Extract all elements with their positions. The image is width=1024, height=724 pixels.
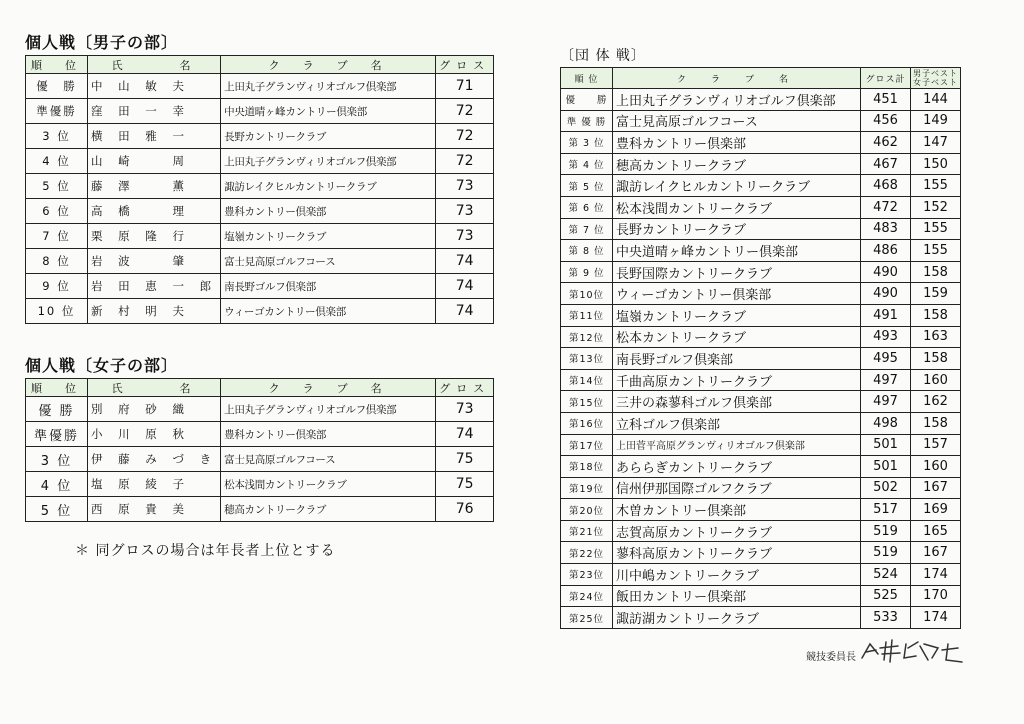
gross-cell: 72 <box>436 149 494 174</box>
best-score-cell: 152 <box>911 196 961 218</box>
table-row <box>561 175 961 197</box>
gross-cell: 73 <box>436 397 494 422</box>
club-cell: 松本浅間カントリークラブ <box>221 472 436 497</box>
gross-total-cell: 533 <box>861 607 911 629</box>
gross-cell: 76 <box>436 497 494 522</box>
rank-cell: 第 9 位 <box>561 261 613 283</box>
header-gross-total: グロス計 <box>861 68 911 89</box>
player-name-cell: 中 山 敏 夫 <box>88 74 221 99</box>
rank-cell: 第 3 位 <box>561 132 613 154</box>
table-row <box>561 607 961 629</box>
team-table <box>560 67 961 629</box>
best-score-cell: 159 <box>911 283 961 305</box>
best-score-cell: 155 <box>911 175 961 197</box>
table-row <box>26 422 494 447</box>
gross-cell: 73 <box>436 174 494 199</box>
table-row <box>26 74 494 99</box>
rank-cell: 第10位 <box>561 283 613 305</box>
gross-total-cell: 501 <box>861 456 911 478</box>
gross-total-cell: 525 <box>861 585 911 607</box>
table-row <box>561 110 961 132</box>
gross-total-cell: 456 <box>861 110 911 132</box>
rank-cell: 7 位 <box>26 224 88 249</box>
table-row <box>26 174 494 199</box>
player-name-cell: 伊 藤 み づ き <box>88 447 221 472</box>
table-row <box>561 412 961 434</box>
club-cell: 上田丸子グランヴィリオゴルフ倶楽部 <box>221 149 436 174</box>
table-row <box>561 477 961 499</box>
tie-rule-note: ＊ 同グロスの場合は年長者上位とする <box>75 543 336 559</box>
header-club: ク ラ ブ 名 <box>221 379 436 397</box>
club-cell: 松本カントリークラブ <box>613 326 861 348</box>
club-cell: ウィーゴカントリー倶楽部 <box>613 283 861 305</box>
best-score-cell: 169 <box>911 499 961 521</box>
club-cell: 立科ゴルフ倶楽部 <box>613 412 861 434</box>
rank-cell: 5 位 <box>26 497 88 522</box>
header-name: 氏 名 <box>88 379 221 397</box>
gross-total-cell: 451 <box>861 89 911 111</box>
table-row <box>561 218 961 240</box>
women-table <box>25 378 494 522</box>
club-cell: 南長野ゴルフ倶楽部 <box>613 348 861 370</box>
best-score-cell: 158 <box>911 412 961 434</box>
rank-cell: 準優勝 <box>26 422 88 447</box>
gross-total-cell: 498 <box>861 412 911 434</box>
club-cell: 穂高カントリークラブ <box>613 153 861 175</box>
table-row <box>561 391 961 413</box>
club-cell: 松本浅間カントリークラブ <box>613 196 861 218</box>
gross-cell: 74 <box>436 299 494 324</box>
table-row <box>561 520 961 542</box>
rank-cell: 第13位 <box>561 348 613 370</box>
rank-cell: 第21位 <box>561 520 613 542</box>
best-score-cell: 150 <box>911 153 961 175</box>
rank-cell: 3 位 <box>26 124 88 149</box>
gross-total-cell: 462 <box>861 132 911 154</box>
gross-cell: 73 <box>436 199 494 224</box>
gross-total-cell: 519 <box>861 542 911 564</box>
rank-cell: 第25位 <box>561 607 613 629</box>
rank-cell: 第 8 位 <box>561 240 613 262</box>
club-cell: 信州伊那国際ゴルフクラブ <box>613 477 861 499</box>
rank-cell: 第17位 <box>561 434 613 456</box>
gross-total-cell: 519 <box>861 520 911 542</box>
club-cell: ウィーゴカントリー倶楽部 <box>221 299 436 324</box>
gross-total-cell: 491 <box>861 304 911 326</box>
header-club: ク ラ ブ 名 <box>613 68 861 89</box>
gross-total-cell: 517 <box>861 499 911 521</box>
rank-cell: 第19位 <box>561 477 613 499</box>
club-cell: 豊科カントリー倶楽部 <box>221 199 436 224</box>
table-row <box>26 397 494 422</box>
table-row <box>561 240 961 262</box>
table-row <box>26 447 494 472</box>
best-score-cell: 165 <box>911 520 961 542</box>
player-name-cell: 栗 原 隆 行 <box>88 224 221 249</box>
signature <box>858 636 968 666</box>
best-score-cell: 174 <box>911 607 961 629</box>
club-cell: 中央道晴ヶ峰カントリー倶楽部 <box>221 99 436 124</box>
table-row <box>561 348 961 370</box>
best-score-cell: 167 <box>911 477 961 499</box>
club-cell: 木曽カントリー倶楽部 <box>613 499 861 521</box>
player-name-cell: 藤 澤 薫 <box>88 174 221 199</box>
header-name: 氏 名 <box>88 56 221 74</box>
club-cell: 富士見高原ゴルフコース <box>221 249 436 274</box>
rank-cell: 第11位 <box>561 304 613 326</box>
rank-cell: 第 4 位 <box>561 153 613 175</box>
rank-cell: 第 7 位 <box>561 218 613 240</box>
club-cell: 三井の森蓼科ゴルフ倶楽部 <box>613 391 861 413</box>
club-cell: 上田丸子グランヴィリオゴルフ倶楽部 <box>221 74 436 99</box>
rank-cell: 6 位 <box>26 199 88 224</box>
rank-cell: 第22位 <box>561 542 613 564</box>
club-cell: 塩嶺カントリークラブ <box>221 224 436 249</box>
player-name-cell: 西 原 貴 美 <box>88 497 221 522</box>
header-best-women: 女子ベスト <box>913 78 958 87</box>
gross-cell: 74 <box>436 422 494 447</box>
rank-cell: 5 位 <box>26 174 88 199</box>
club-cell: 上田丸子グランヴィリオゴルフ倶楽部 <box>613 89 861 111</box>
rank-cell: 第14位 <box>561 369 613 391</box>
club-cell: 千曲高原カントリークラブ <box>613 369 861 391</box>
best-score-cell: 162 <box>911 391 961 413</box>
player-name-cell: 別 府 砂 織 <box>88 397 221 422</box>
player-name-cell: 横 田 雅 一 <box>88 124 221 149</box>
table-row <box>561 132 961 154</box>
table-row <box>561 304 961 326</box>
best-score-cell: 160 <box>911 369 961 391</box>
gross-total-cell: 497 <box>861 369 911 391</box>
table-row <box>26 472 494 497</box>
rank-cell: 第18位 <box>561 456 613 478</box>
gross-total-cell: 483 <box>861 218 911 240</box>
gross-total-cell: 497 <box>861 391 911 413</box>
rank-cell: 第20位 <box>561 499 613 521</box>
club-cell: 上田菅平高原グランヴィリオゴルフ倶楽部 <box>613 434 861 456</box>
table-row <box>26 199 494 224</box>
rank-cell: 4 位 <box>26 149 88 174</box>
table-row <box>26 224 494 249</box>
table-row <box>26 149 494 174</box>
gross-total-cell: 468 <box>861 175 911 197</box>
best-score-cell: 155 <box>911 240 961 262</box>
player-name-cell: 新 村 明 夫 <box>88 299 221 324</box>
gross-cell: 72 <box>436 124 494 149</box>
table-row <box>561 542 961 564</box>
header-gross: グロス <box>436 379 494 397</box>
gross-total-cell: 490 <box>861 261 911 283</box>
gross-total-cell: 502 <box>861 477 911 499</box>
club-cell: あららぎカントリークラブ <box>613 456 861 478</box>
player-name-cell: 山 崎 周 <box>88 149 221 174</box>
women-section <box>25 353 494 522</box>
gross-total-cell: 486 <box>861 240 911 262</box>
club-cell: 長野カントリークラブ <box>613 218 861 240</box>
gross-total-cell: 524 <box>861 564 911 586</box>
rank-cell: 第12位 <box>561 326 613 348</box>
best-score-cell: 149 <box>911 110 961 132</box>
best-score-cell: 144 <box>911 89 961 111</box>
header-rank: 順 位 <box>26 379 88 397</box>
team-section <box>560 45 961 629</box>
table-row <box>561 283 961 305</box>
men-title: 個人戦〔男子の部〕 <box>25 33 179 52</box>
rank-cell: 優 勝 <box>561 89 613 111</box>
club-cell: 志賀高原カントリークラブ <box>613 520 861 542</box>
rank-cell: 優 勝 <box>26 397 88 422</box>
gross-cell: 72 <box>436 99 494 124</box>
table-row <box>26 249 494 274</box>
best-score-cell: 160 <box>911 456 961 478</box>
rank-cell: 優 勝 <box>26 74 88 99</box>
player-name-cell: 岩 波 肇 <box>88 249 221 274</box>
table-row <box>26 99 494 124</box>
gross-cell: 74 <box>436 249 494 274</box>
best-score-cell: 163 <box>911 326 961 348</box>
table-row <box>561 369 961 391</box>
table-row <box>561 89 961 111</box>
rank-cell: 第15位 <box>561 391 613 413</box>
gross-cell: 74 <box>436 274 494 299</box>
header-rank: 順 位 <box>26 56 88 74</box>
gross-total-cell: 495 <box>861 348 911 370</box>
club-cell: 南長野ゴルフ倶楽部 <box>221 274 436 299</box>
best-score-cell: 174 <box>911 564 961 586</box>
club-cell: 蓼科高原カントリークラブ <box>613 542 861 564</box>
women-header-row <box>26 379 494 397</box>
table-row <box>561 585 961 607</box>
club-cell: 諏訪レイクヒルカントリークラブ <box>221 174 436 199</box>
table-row <box>561 153 961 175</box>
table-row <box>561 196 961 218</box>
club-cell: 上田丸子グランヴィリオゴルフ倶楽部 <box>221 397 436 422</box>
club-cell: 豊科カントリー倶楽部 <box>613 132 861 154</box>
rank-cell: 準優勝 <box>26 99 88 124</box>
rank-cell: 第 6 位 <box>561 196 613 218</box>
men-header-row <box>26 56 494 74</box>
gross-cell: 75 <box>436 472 494 497</box>
table-row <box>26 299 494 324</box>
player-name-cell: 窪 田 一 幸 <box>88 99 221 124</box>
club-cell: 中央道晴ヶ峰カントリー倶楽部 <box>613 240 861 262</box>
team-title: 〔団 体 戦〕 <box>560 48 646 64</box>
club-cell: 富士見高原ゴルフコース <box>221 447 436 472</box>
rank-cell: 9 位 <box>26 274 88 299</box>
table-row <box>26 124 494 149</box>
best-score-cell: 155 <box>911 218 961 240</box>
header-rank: 順 位 <box>561 68 613 89</box>
rank-cell: 10 位 <box>26 299 88 324</box>
club-cell: 富士見高原ゴルフコース <box>613 110 861 132</box>
best-score-cell: 158 <box>911 348 961 370</box>
player-name-cell: 塩 原 綾 子 <box>88 472 221 497</box>
best-score-cell: 158 <box>911 261 961 283</box>
gross-total-cell: 490 <box>861 283 911 305</box>
gross-total-cell: 472 <box>861 196 911 218</box>
rank-cell: 8 位 <box>26 249 88 274</box>
gross-total-cell: 467 <box>861 153 911 175</box>
header-best <box>911 68 961 89</box>
club-cell: 飯田カントリー倶楽部 <box>613 585 861 607</box>
club-cell: 塩嶺カントリークラブ <box>613 304 861 326</box>
table-row <box>561 564 961 586</box>
club-cell: 諏訪レイクヒルカントリークラブ <box>613 175 861 197</box>
best-score-cell: 167 <box>911 542 961 564</box>
men-section <box>25 30 494 324</box>
club-cell: 穂高カントリークラブ <box>221 497 436 522</box>
women-title: 個人戦〔女子の部〕 <box>25 356 179 375</box>
gross-cell: 75 <box>436 447 494 472</box>
rank-cell: 第 5 位 <box>561 175 613 197</box>
committee-chair-label: 競技委員長 <box>806 652 856 663</box>
best-score-cell: 157 <box>911 434 961 456</box>
club-cell: 川中嶋カントリークラブ <box>613 564 861 586</box>
best-score-cell: 170 <box>911 585 961 607</box>
table-row <box>561 261 961 283</box>
gross-total-cell: 493 <box>861 326 911 348</box>
rank-cell: 4 位 <box>26 472 88 497</box>
club-cell: 諏訪湖カントリークラブ <box>613 607 861 629</box>
player-name-cell: 岩 田 恵 一 郎 <box>88 274 221 299</box>
rank-cell: 第23位 <box>561 564 613 586</box>
rank-cell: 準 優 勝 <box>561 110 613 132</box>
rank-cell: 第16位 <box>561 412 613 434</box>
table-row <box>561 326 961 348</box>
gross-total-cell: 501 <box>861 434 911 456</box>
header-best-men: 男子ベスト <box>913 69 958 78</box>
rank-cell: 3 位 <box>26 447 88 472</box>
team-header-row <box>561 68 961 89</box>
player-name-cell: 高 橋 理 <box>88 199 221 224</box>
club-cell: 長野国際カントリークラブ <box>613 261 861 283</box>
gross-cell: 71 <box>436 74 494 99</box>
rank-cell: 第24位 <box>561 585 613 607</box>
gross-cell: 73 <box>436 224 494 249</box>
table-row <box>561 456 961 478</box>
header-club: ク ラ ブ 名 <box>221 56 436 74</box>
header-gross: グロス <box>436 56 494 74</box>
club-cell: 豊科カントリー倶楽部 <box>221 422 436 447</box>
best-score-cell: 158 <box>911 304 961 326</box>
table-row <box>26 497 494 522</box>
table-row <box>561 434 961 456</box>
player-name-cell: 小 川 原 秋 <box>88 422 221 447</box>
club-cell: 長野カントリークラブ <box>221 124 436 149</box>
men-table <box>25 55 494 324</box>
best-score-cell: 147 <box>911 132 961 154</box>
table-row <box>561 499 961 521</box>
table-row <box>26 274 494 299</box>
